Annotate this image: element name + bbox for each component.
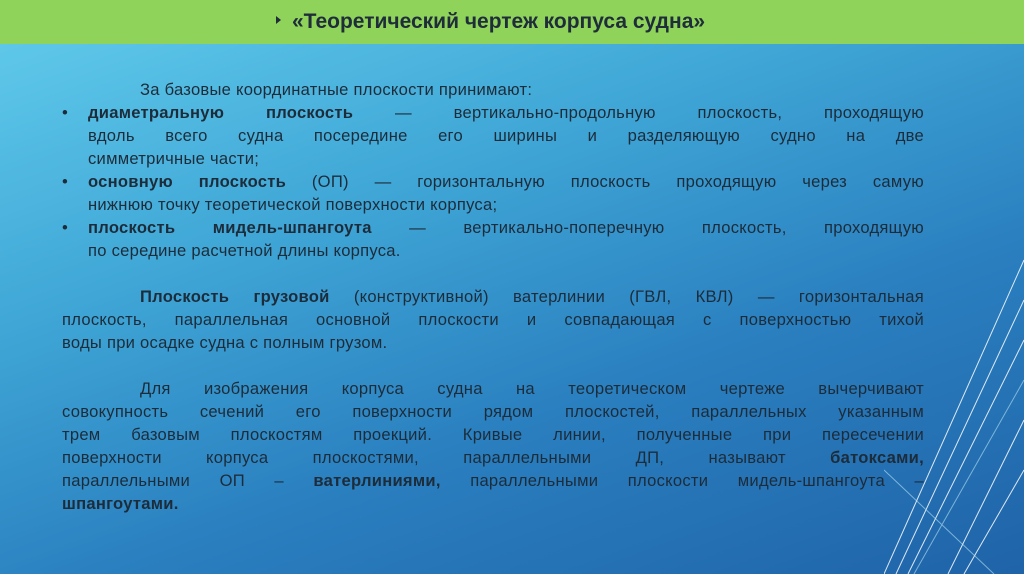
paragraph-line: трем базовым плоскостям проекций. Кривые линии, полученные при пересечении (62, 425, 924, 444)
bullet-dot: • (62, 218, 69, 237)
term-buttocks: батоксами, (830, 448, 924, 467)
paragraph-line: Для изображения корпуса судна на теоретическом чертеже вычерчивают (140, 379, 924, 398)
paragraph-text: (конструктивной) ватерлинии (ГВЛ, КВЛ) — горизонтальная (329, 287, 924, 306)
header-bar (0, 0, 1024, 44)
bullet-dot: • (62, 103, 69, 122)
term-waterlines: ватерлиниями, (313, 471, 441, 490)
bullet-arrow-icon (276, 16, 281, 24)
page-title: «Теоретический чертеж корпуса судна» (292, 10, 706, 33)
paragraph-line (140, 285, 924, 308)
paragraph-text: параллельными плоскости мидель-шпангоута – (440, 471, 925, 490)
paragraph-line (62, 492, 179, 515)
paragraph-line: плоскость, параллельная основной плоскости и совпадающая с поверхностью тихой (62, 310, 924, 329)
paragraph-text: поверхности корпуса плоскостями, параллельными ДП, называют (62, 448, 831, 467)
item-text: вдоль всего судна посередине его ширины и разделяющую судно на две (88, 126, 924, 145)
item-text: симметричные части; (88, 149, 260, 168)
term-load-waterline: Плоскость грузовой (140, 287, 330, 306)
item-text: нижнюю точку теоретической поверхности корпуса; (88, 195, 498, 214)
term-frames: шпангоутами. (62, 494, 179, 513)
paragraph-line (62, 446, 924, 469)
item-text: — вертикально-продольную плоскость, проходящую (353, 103, 924, 122)
paragraph-line: совокупность сечений его поверхности рядом плоскостей, параллельных указанным (62, 402, 924, 421)
term-dp: диаметральную плоскость (88, 103, 354, 122)
term-midship: плоскость мидель-шпангоута (88, 218, 372, 237)
item-text: — вертикально-поперечную плоскость, проходящую (371, 218, 924, 237)
bullet-dot: • (62, 172, 69, 191)
item-text: по середине расчетной длины корпуса. (88, 241, 401, 260)
item-text: (ОП) — горизонтальную плоскость проходящую через самую (286, 172, 924, 191)
paragraph-text: параллельными ОП – (62, 471, 314, 490)
paragraph-line: воды при осадке судна с полным грузом. (62, 333, 388, 352)
paragraph-line (62, 469, 924, 492)
term-op: основную плоскость (88, 172, 287, 191)
intro-text: За базовые координатные плоскости принимают: (140, 80, 533, 99)
